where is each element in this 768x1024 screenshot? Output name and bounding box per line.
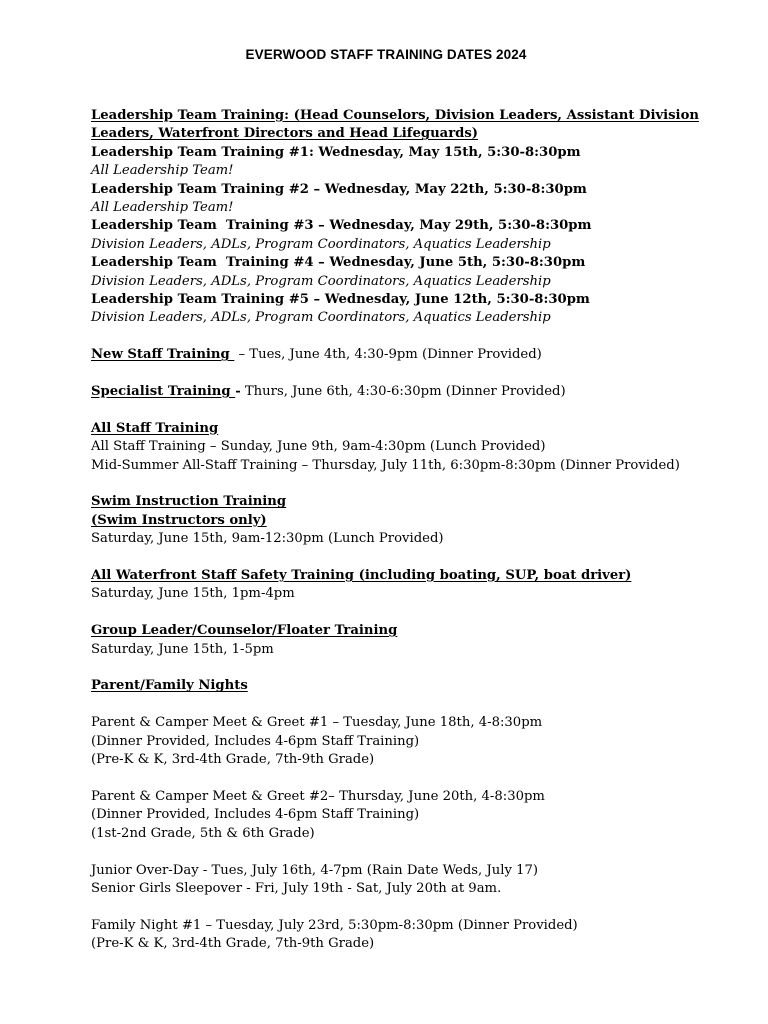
senior-girls-sleepover: Senior Girls Sleepover - Fri, July 19th - Sat, July 20th at 9am. <box>91 880 502 896</box>
specialist-training <box>91 383 711 401</box>
all-staff-line-1: All Staff Training – Sunday, June 9th, 9am-4:30pm (Lunch Provided) <box>91 439 546 455</box>
leadership-session-3-audience: Division Leaders, ADLs, Program Coordinators, Aquatics Leadership <box>91 236 551 252</box>
leadership-session-4-audience: Division Leaders, ADLs, Program Coordinators, Aquatics Leadership <box>91 273 551 289</box>
junior-over-day: Junior Over-Day - Tues, July 16th, 4-7pm (Rain Date Weds, July 17) <box>91 862 539 878</box>
leadership-session-5-audience: Division Leaders, ADLs, Program Coordinators, Aquatics Leadership <box>91 310 551 326</box>
leadership-session-4-title: Leadership Team Training #4 – Wednesday, June 5th, 5:30-8:30pm <box>91 255 586 271</box>
leadership-session-2-title: Leadership Team Training #2 – Wednesday, May 22th, 5:30-8:30pm <box>91 181 587 197</box>
meet-greet-2-line-2: (Dinner Provided, Includes 4-6pm Staff Training) <box>91 807 420 823</box>
all-staff-heading: All Staff Training <box>91 420 219 436</box>
meet-greet-1-line-3: (Pre-K & K, 3rd-4th Grade, 7th-9th Grade) <box>91 752 375 768</box>
specialist-detail: Thurs, June 6th, 4:30-6:30pm (Dinner Provided) <box>240 384 566 400</box>
swim-heading: Swim Instruction Training <box>91 494 287 510</box>
waterfront-heading: All Waterfront Staff Safety Training (including boating, SUP, boat driver) <box>91 568 632 584</box>
meet-greet-1-line-2: (Dinner Provided, Includes 4-6pm Staff Training) <box>91 733 420 749</box>
all-staff-line-2: Mid-Summer All-Staff Training – Thursday, July 11th, 6:30pm-8:30pm (Dinner Provided) <box>91 457 680 473</box>
specialist-separator: - <box>235 384 241 400</box>
new-staff-training <box>91 346 711 364</box>
meet-greet-1-line-1: Parent & Camper Meet & Greet #1 – Tuesday, June 18th, 4-8:30pm <box>91 715 543 731</box>
leadership-session-1-audience: All Leadership Team! <box>91 163 234 179</box>
group-leader-line: Saturday, June 15th, 1-5pm <box>91 641 274 657</box>
waterfront-line: Saturday, June 15th, 1pm-4pm <box>91 586 295 602</box>
specialist-label: Specialist Training <box>91 384 236 400</box>
new-staff-label: New Staff Training <box>91 347 235 363</box>
meet-greet-2-line-1: Parent & Camper Meet & Greet #2– Thursday, June 20th, 4-8:30pm <box>91 788 545 804</box>
swim-line: Saturday, June 15th, 9am-12:30pm (Lunch Provided) <box>91 531 444 547</box>
family-night-1-line-2: (Pre-K & K, 3rd-4th Grade, 7th-9th Grade) <box>91 936 375 952</box>
leadership-heading: Leadership Team Training: (Head Counselors, Division Leaders, Assistant Division Leaders, Waterfront Directors and Head Lifeguards) <box>91 108 699 142</box>
new-staff-detail: – Tues, June 4th, 4:30-9pm (Dinner Provided) <box>234 347 542 363</box>
document-body <box>91 107 711 954</box>
parent-nights-heading: Parent/Family Nights <box>91 678 248 694</box>
leadership-session-2-audience: All Leadership Team! <box>91 200 234 216</box>
leadership-session-3-title: Leadership Team Training #3 – Wednesday, May 29th, 5:30-8:30pm <box>91 218 592 234</box>
family-night-1-line-1: Family Night #1 – Tuesday, July 23rd, 5:30pm-8:30pm (Dinner Provided) <box>91 917 578 933</box>
leadership-session-1-title: Leadership Team Training #1: Wednesday, May 15th, 5:30-8:30pm <box>91 144 581 160</box>
group-leader-heading: Group Leader/Counselor/Floater Training <box>91 623 398 639</box>
swim-subheading: (Swim Instructors only) <box>91 512 267 528</box>
meet-greet-2-line-3: (1st-2nd Grade, 5th & 6th Grade) <box>91 825 315 841</box>
document-title: EVERWOOD STAFF TRAINING DATES 2024 <box>245 47 527 62</box>
leadership-session-5-title: Leadership Team Training #5 – Wednesday, June 12th, 5:30-8:30pm <box>91 292 590 308</box>
